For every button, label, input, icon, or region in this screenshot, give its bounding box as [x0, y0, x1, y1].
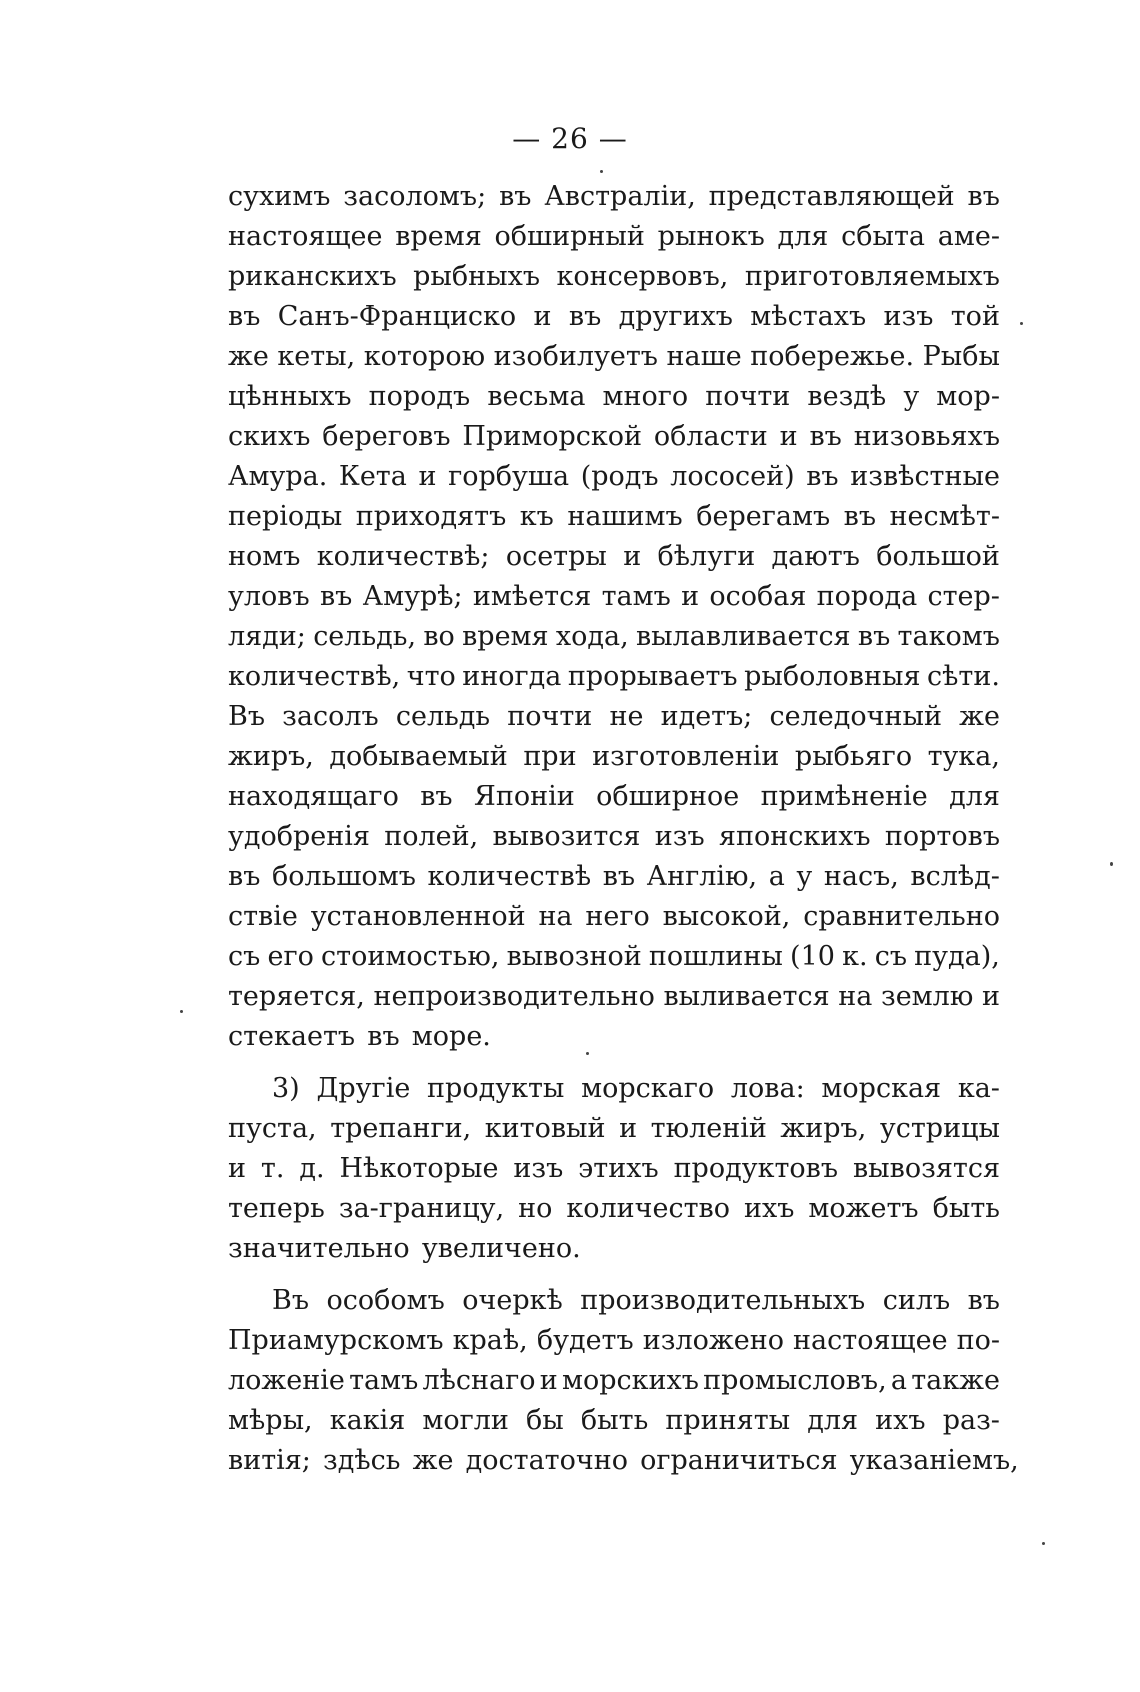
word: жиръ,	[780, 1113, 867, 1144]
word: ка-	[957, 1073, 1000, 1104]
word: изготовленіи	[592, 741, 780, 772]
text-line	[228, 577, 1000, 617]
text-line	[228, 1229, 1000, 1269]
word: продукты	[427, 1073, 565, 1104]
word: не	[609, 701, 644, 732]
word: пуда),	[914, 941, 1000, 972]
word: консервовъ,	[556, 261, 729, 292]
word: изложено	[642, 1325, 784, 1356]
word: лососей)	[670, 461, 795, 492]
word: можетъ	[808, 1193, 919, 1224]
word: нашимъ	[567, 501, 683, 532]
word: цѣнныхъ	[228, 381, 352, 412]
word: береговъ	[322, 421, 451, 452]
word: обширный	[494, 221, 645, 252]
word: стоимостью,	[321, 941, 500, 972]
text-line	[228, 1069, 1000, 1109]
text-line	[228, 857, 1000, 897]
word: и	[681, 581, 700, 612]
word: находящаго	[228, 781, 399, 812]
word: у	[903, 381, 920, 412]
text-line	[228, 1321, 1000, 1361]
word: (10	[790, 941, 835, 972]
word: вывозной	[506, 941, 642, 972]
word: здѣсь	[323, 1445, 401, 1476]
word: устрицы	[879, 1113, 1000, 1144]
word: имѣется	[472, 581, 592, 612]
word: рыбьяго	[794, 741, 913, 772]
scan-speck	[586, 1052, 589, 1055]
word: Въ	[272, 1285, 310, 1316]
scan-speck	[180, 1010, 183, 1013]
paragraph	[228, 1069, 1000, 1269]
word: много	[602, 381, 689, 412]
word: въ	[809, 421, 842, 452]
word: прорываетъ	[567, 661, 738, 692]
word: ложеніе	[228, 1365, 345, 1396]
word: ствіе	[228, 901, 298, 932]
text-line	[228, 1109, 1000, 1149]
word: сухимъ	[228, 181, 331, 212]
word: японскихъ	[718, 821, 871, 852]
word: несмѣт-	[889, 501, 1000, 532]
word: жиръ,	[228, 741, 314, 772]
word: кеты,	[277, 341, 356, 372]
word: идетъ;	[660, 701, 753, 732]
word: побережье.	[750, 341, 915, 372]
word: вывозится	[492, 821, 641, 852]
word: ляди;	[228, 621, 306, 652]
word: и	[981, 981, 1000, 1012]
word: количествѣ;	[316, 541, 490, 572]
text-line	[228, 817, 1000, 857]
word: ихъ	[744, 1193, 795, 1224]
word: Амурѣ;	[362, 581, 463, 612]
word: но	[518, 1193, 553, 1224]
word: увеличено.	[421, 1233, 581, 1264]
word: количествѣ	[427, 861, 592, 892]
word: Японіи	[474, 781, 575, 812]
word: лова:	[730, 1073, 805, 1104]
word: осетры	[505, 541, 607, 572]
word: землю	[880, 981, 974, 1012]
word: весьма	[487, 381, 586, 412]
word: трепанги,	[330, 1113, 472, 1144]
word: и	[539, 1365, 558, 1396]
word: что	[406, 661, 456, 692]
word: хода,	[555, 621, 629, 652]
word: обширное	[596, 781, 740, 812]
word: номъ	[228, 541, 301, 572]
word: и	[623, 541, 642, 572]
word: теряется,	[228, 981, 365, 1012]
word: селедочный	[769, 701, 942, 732]
word: китовый	[484, 1113, 606, 1144]
word: будетъ	[536, 1325, 634, 1356]
text-line	[228, 457, 1000, 497]
word: морская	[821, 1073, 942, 1104]
text-line	[228, 1441, 1019, 1481]
word: на	[838, 981, 873, 1012]
word: изъ	[654, 821, 705, 852]
word: рыбныхъ	[413, 261, 541, 292]
word: рынокъ	[657, 221, 765, 252]
word: тюленій	[650, 1113, 767, 1144]
word: къ	[519, 501, 554, 532]
word: и	[418, 461, 437, 492]
word: въ	[857, 621, 891, 652]
word: по-	[956, 1325, 1000, 1356]
page-number: — 26 —	[512, 122, 628, 155]
word: горбуша	[448, 461, 570, 492]
word: изъ	[513, 1153, 564, 1184]
word: для	[949, 781, 1000, 812]
word: почти	[507, 701, 593, 732]
text-column	[228, 177, 1019, 1481]
word: сбыта	[841, 221, 925, 252]
word: особая	[709, 581, 807, 612]
word: такомъ	[897, 621, 1000, 652]
word: Рыбы	[922, 341, 1000, 372]
text-line	[228, 737, 1000, 777]
word: уловъ	[228, 581, 310, 612]
text-line	[228, 537, 1000, 577]
word: аме-	[937, 221, 1000, 252]
word: производительныхъ	[580, 1285, 866, 1316]
word: вслѣд-	[910, 861, 1000, 892]
word: продуктовъ	[673, 1153, 839, 1184]
word: даютъ	[771, 541, 860, 572]
word: вездѣ	[807, 381, 887, 412]
word: въ	[843, 501, 877, 532]
word: въ	[228, 301, 261, 332]
word: тамъ	[601, 581, 671, 612]
word: засоломъ;	[343, 181, 487, 212]
word: тука,	[927, 741, 1000, 772]
word: сельдь	[395, 701, 491, 732]
word: примѣненіе	[760, 781, 928, 812]
word: въ	[568, 301, 602, 332]
paragraph	[228, 177, 1000, 1057]
word: время	[395, 221, 482, 252]
text-line	[228, 417, 1000, 457]
word: рыболовныя	[744, 661, 921, 692]
word: выливается	[663, 981, 830, 1012]
word: у	[796, 861, 813, 892]
word: вывозятся	[852, 1153, 1000, 1184]
text-line	[228, 977, 1000, 1017]
word: полей,	[384, 821, 479, 852]
word: породъ	[368, 381, 471, 412]
word: для	[777, 221, 829, 252]
word: при	[523, 741, 577, 772]
scan-speck	[1110, 862, 1113, 866]
text-line	[228, 1401, 1000, 1441]
word: засолъ	[282, 701, 379, 732]
word: установленной	[310, 901, 526, 932]
text-line	[228, 377, 1000, 417]
word: сельдь,	[313, 621, 417, 652]
word: въ	[420, 781, 453, 812]
word: могли	[422, 1405, 509, 1436]
word: сѣти.	[927, 661, 1000, 692]
word: порода	[816, 581, 918, 612]
text-line	[228, 777, 1000, 817]
word: же	[959, 701, 1000, 732]
word: бѣлуги	[657, 541, 756, 572]
word: мор-	[936, 381, 1000, 412]
word: высокой,	[662, 901, 791, 932]
word: ограничиться	[640, 1445, 838, 1476]
word: морскаго	[581, 1073, 715, 1104]
word: а	[890, 1365, 908, 1396]
scan-speck	[1020, 322, 1023, 325]
word: насъ,	[823, 861, 899, 892]
word: берегамъ	[696, 501, 831, 532]
word: также	[911, 1365, 1000, 1396]
word: д.	[299, 1153, 325, 1184]
word: непроизводительно	[373, 981, 655, 1012]
word: изъ	[883, 301, 934, 332]
paragraph-gap	[228, 1269, 1000, 1281]
word: другихъ	[618, 301, 733, 332]
word: приходятъ	[355, 501, 507, 532]
word: быть	[932, 1193, 1000, 1224]
word: большомъ	[271, 861, 416, 892]
word: большой	[876, 541, 1000, 572]
word: Санъ-Франциско	[277, 301, 517, 332]
word: съ	[228, 941, 261, 972]
word: въ	[499, 181, 532, 212]
text-line	[228, 937, 1000, 977]
word: быть	[580, 1405, 649, 1436]
word: краѣ,	[452, 1325, 528, 1356]
word: бы	[526, 1405, 564, 1436]
word: Кета	[338, 461, 407, 492]
word: его	[267, 941, 314, 972]
text-line	[228, 1281, 1000, 1321]
word: Въ	[228, 701, 266, 732]
word: портовъ	[884, 821, 1000, 852]
word: количествѣ,	[228, 661, 401, 692]
word: к.	[842, 941, 868, 972]
word: вылавливается	[635, 621, 851, 652]
word: риканскихъ	[228, 261, 397, 292]
text-line	[228, 1017, 1000, 1057]
word: раз-	[942, 1405, 1000, 1436]
word: области	[653, 421, 768, 452]
word: морскихъ	[562, 1365, 699, 1396]
text-line	[228, 697, 1000, 737]
word: пуста,	[228, 1113, 317, 1144]
scan-speck	[1042, 1542, 1045, 1545]
text-line	[228, 1149, 1000, 1189]
text-line	[228, 217, 1000, 257]
word: въ	[602, 861, 636, 892]
word: приняты	[665, 1405, 791, 1436]
word: него	[585, 901, 650, 932]
word: пошлины	[648, 941, 783, 972]
word: наше	[666, 341, 742, 372]
word: изобилуетъ	[493, 341, 658, 372]
word: на	[538, 901, 573, 932]
word: море.	[411, 1021, 491, 1052]
word: извѣстные	[850, 461, 1000, 492]
word: значительно	[228, 1233, 410, 1264]
word: очеркѣ	[462, 1285, 563, 1316]
word: стер-	[927, 581, 1000, 612]
word: Амура.	[228, 461, 328, 492]
word: достаточно	[465, 1445, 628, 1476]
word: какія	[329, 1405, 406, 1436]
word: иногда	[462, 661, 562, 692]
word: въ	[967, 181, 1000, 212]
word: приготовляемыхъ	[744, 261, 1000, 292]
word: Австраліи,	[544, 181, 696, 212]
word: этихъ	[578, 1153, 659, 1184]
word: же	[228, 341, 269, 372]
word: витія;	[228, 1445, 311, 1476]
word: лѣснаго	[422, 1365, 536, 1396]
word: Нѣкоторые	[339, 1153, 499, 1184]
word: для	[807, 1405, 859, 1436]
word: въ	[967, 1285, 1000, 1316]
word: Другіе	[316, 1073, 411, 1104]
text-line	[228, 617, 1000, 657]
word: (родъ	[580, 461, 659, 492]
word: Приамурскомъ	[228, 1325, 444, 1356]
text-line	[228, 1361, 1000, 1401]
word: же	[412, 1445, 454, 1476]
text-line	[228, 297, 1000, 337]
word: за-границу,	[338, 1193, 505, 1224]
text-line	[228, 337, 1000, 377]
word: т.	[260, 1153, 285, 1184]
word: время	[462, 621, 549, 652]
word: настоящее	[793, 1325, 948, 1356]
paragraph	[228, 1281, 1019, 1481]
word: особомъ	[326, 1285, 445, 1316]
paragraph-gap	[228, 1057, 1000, 1069]
word: съ	[874, 941, 908, 972]
word: настоящее	[228, 221, 383, 252]
word: а	[768, 861, 785, 892]
word: Приморской	[462, 421, 643, 452]
word: теперь	[228, 1193, 325, 1224]
word: количество	[566, 1193, 731, 1224]
word: той	[950, 301, 1000, 332]
word: въ	[367, 1021, 400, 1052]
text-line	[228, 257, 1000, 297]
word: промысловъ,	[703, 1365, 887, 1396]
text-line	[228, 897, 1000, 937]
text-line	[228, 1189, 1000, 1229]
word: въ	[228, 861, 261, 892]
word: низовьяхъ	[853, 421, 1000, 452]
word: добываемый	[329, 741, 508, 772]
word: и	[779, 421, 798, 452]
word: почти	[705, 381, 791, 412]
word: указаніемъ,	[849, 1445, 1019, 1476]
word: скихъ	[228, 421, 311, 452]
word: и	[619, 1113, 638, 1144]
word: въ	[806, 461, 839, 492]
word: удобренія	[228, 821, 370, 852]
word: и	[533, 301, 552, 332]
word: мѣры,	[228, 1405, 313, 1436]
text-line	[228, 657, 1000, 697]
word: періоды	[228, 501, 343, 532]
word: мѣстахъ	[750, 301, 867, 332]
word: ихъ	[875, 1405, 926, 1436]
word: представляющей	[708, 181, 955, 212]
word: сравнительно	[803, 901, 1000, 932]
word: стекаетъ	[228, 1021, 356, 1052]
word: въ	[319, 581, 353, 612]
word: Англію,	[646, 861, 758, 892]
word: которою	[363, 341, 486, 372]
word: во	[423, 621, 455, 652]
text-line	[228, 497, 1000, 537]
word: 3)	[272, 1073, 300, 1104]
word: силъ	[882, 1285, 951, 1316]
text-line	[228, 177, 1000, 217]
word: и	[228, 1153, 246, 1184]
word: тамъ	[349, 1365, 419, 1396]
scan-speck	[600, 170, 603, 173]
